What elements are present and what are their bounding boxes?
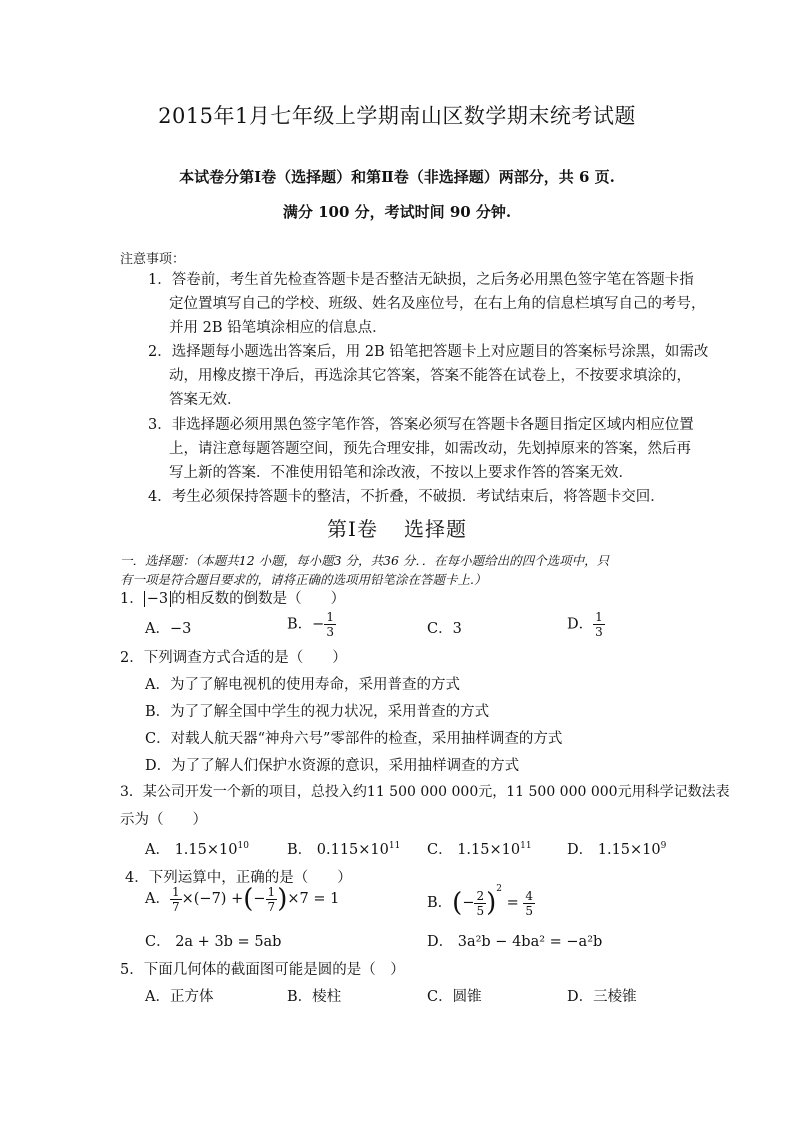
page-title: 2015年1月七年级上学期南山区数学期末统考试题 (158, 104, 636, 128)
note-2-line-1: 2．选择题每小题选出答案后，用 2B 铅笔把答题卡上对应题目的答案标号涂黑，如需改 (148, 344, 709, 360)
q2-option-a: A．为了了解电视机的使用寿命，采用普查的方式 (145, 677, 460, 693)
note-3-line-2: 上，请注意每题答题空间，预先合理安排，如需改动，先划掉原来的答案，然后再 (169, 441, 691, 457)
exponent: 11 (520, 841, 532, 852)
question-5-stem: 5．下面几何体的截面图可能是圆的是（ ） (120, 962, 405, 978)
note-3-line-3: 写上新的答案．不准使用铅笔和涂改液，不按以上要求作答的答案无效． (169, 465, 633, 481)
question-3-line-1: 3．某公司开发一个新的项目，总投入约11 500 000 000元，11 500 000 000元用科学记数法表 (120, 784, 730, 800)
equals: = (502, 895, 524, 911)
question-2-stem: 2．下列调查方式合适的是（ ） (120, 650, 347, 666)
numerator: 1 (326, 610, 334, 624)
option-label: A． (145, 891, 170, 907)
option-label: B． (427, 895, 453, 911)
option-text: B． 0.115×10 (287, 842, 389, 858)
note-2-line-3: 答案无效． (169, 392, 242, 408)
denominator: 3 (595, 625, 603, 639)
option-text: A． 1.15×10 (145, 842, 238, 858)
option-text: D． 1.15×10 (567, 842, 661, 858)
left-paren: ( (243, 884, 254, 914)
instruction-line-2: 有一项是符合题目要求的，请将正确的选项用铅笔涂在答题卡上.） (120, 572, 487, 587)
note-4-line-1: 4．考生必须保持答题卡的整洁，不折叠，不破损．考试结束后，将答题卡交回． (148, 489, 665, 505)
q2-option-c: C．对载人航天器“神舟六号”零部件的检查，采用抽样调查的方式 (145, 731, 563, 747)
q5-option-c: C．圆锥 (427, 989, 482, 1005)
denominator: 7 (267, 899, 276, 914)
q2-option-b: B．为了了解全国中学生的视力状况，采用普查的方式 (145, 704, 490, 720)
q4-option-c: C． 2a + 3b = 5ab (145, 934, 282, 950)
q3-option-a (145, 838, 249, 859)
expression: ×(−7) + (181, 891, 244, 907)
denominator: 5 (476, 903, 485, 918)
q4-option-d: D． 3a²b − 4ba² = −a²b (427, 934, 603, 950)
section-part: 第Ⅰ卷 (327, 517, 378, 541)
instruction-line-1: 一．选择题：（本题共12 小题，每小题3 分，共36 分．．在每小题给出的四个选项中，只 (120, 553, 610, 568)
q4-option-a (145, 884, 339, 914)
denominator: 5 (525, 903, 534, 918)
fraction (170, 885, 182, 914)
numerator: 1 (171, 884, 180, 899)
left-paren: ( (452, 888, 463, 918)
numerator: 1 (267, 884, 276, 899)
fraction (324, 610, 336, 639)
q1-option-a: A．−3 (145, 621, 192, 637)
absolute-value: −3 (144, 591, 171, 607)
q1-option-b (287, 610, 336, 639)
q1-option-d (567, 610, 605, 639)
fraction (523, 889, 535, 918)
fraction (266, 885, 278, 914)
q2-option-d: D．为了了解人们保护水资源的意识，采用抽样调查的方式 (145, 758, 520, 774)
question-text: 的相反数的倒数是（ ） (171, 591, 346, 607)
q1-option-c: C．3 (427, 621, 462, 637)
fraction (593, 610, 605, 639)
expression: ×7 = 1 (287, 891, 340, 907)
denominator: 7 (171, 899, 180, 914)
section-name: 选择题 (403, 517, 467, 541)
note-1-line-1: 1．答卷前，考生首先检查答题卡是否整洁无缺损，之后务必用黑色签字笔在答题卡指 (148, 272, 694, 288)
note-1-line-2: 定位置填写自己的学校、班级、姓名及座位号，在右上角的信息栏填写自己的考号， (169, 296, 706, 312)
notes-heading: 注意事项： (120, 252, 186, 267)
q5-option-d: D．三棱锥 (567, 989, 637, 1005)
q5-option-b: B．棱柱 (287, 989, 342, 1005)
note-1-line-3: 并用 2B 铅笔填涂相应的信息点． (169, 320, 387, 336)
section-heading (0, 513, 794, 542)
q4-option-b (427, 884, 535, 918)
sign: − (462, 895, 475, 911)
q5-option-a: A．正方体 (145, 989, 214, 1005)
note-2-line-2: 动，用橡皮擦干净后，再选涂其它答案，答案不能答在试卷上，不按要求填涂的， (169, 368, 691, 384)
exponent: 11 (388, 841, 401, 852)
exponent: 2 (496, 884, 502, 894)
numerator: 1 (595, 610, 603, 624)
numerator: 4 (525, 888, 534, 903)
question-4-stem: 4．下列运算中，正确的是（ ） (125, 870, 352, 886)
option-label: B．− (287, 616, 325, 633)
sign: − (253, 891, 266, 907)
option-text: C． 1.15×10 (427, 842, 521, 858)
right-paren: ) (277, 884, 288, 914)
note-3-line-1: 3．非选择题必须用黑色签字笔作答，答案必须写在答题卡各题目指定区域内相应位置 (148, 417, 694, 433)
fraction (474, 889, 486, 918)
intro-line-2: 满分 100 分，考试时间 90 分钟. (282, 203, 512, 221)
question-1-stem (120, 587, 345, 608)
option-label: D． (567, 616, 594, 633)
numerator: 2 (476, 888, 485, 903)
q3-option-d (567, 838, 666, 859)
q3-option-b (287, 838, 400, 859)
exponent: 10 (237, 841, 249, 852)
exponent: 9 (660, 841, 667, 852)
question-number: 1． (120, 591, 144, 607)
q3-option-c (427, 838, 532, 859)
denominator: 3 (326, 625, 334, 639)
right-paren: ) (486, 888, 497, 918)
question-3-line-2: 示为（ ） (120, 812, 207, 828)
intro-line-1: 本试卷分第Ⅰ卷（选择题）和第Ⅱ卷（非选择题）两部分，共 6 页. (179, 168, 615, 186)
